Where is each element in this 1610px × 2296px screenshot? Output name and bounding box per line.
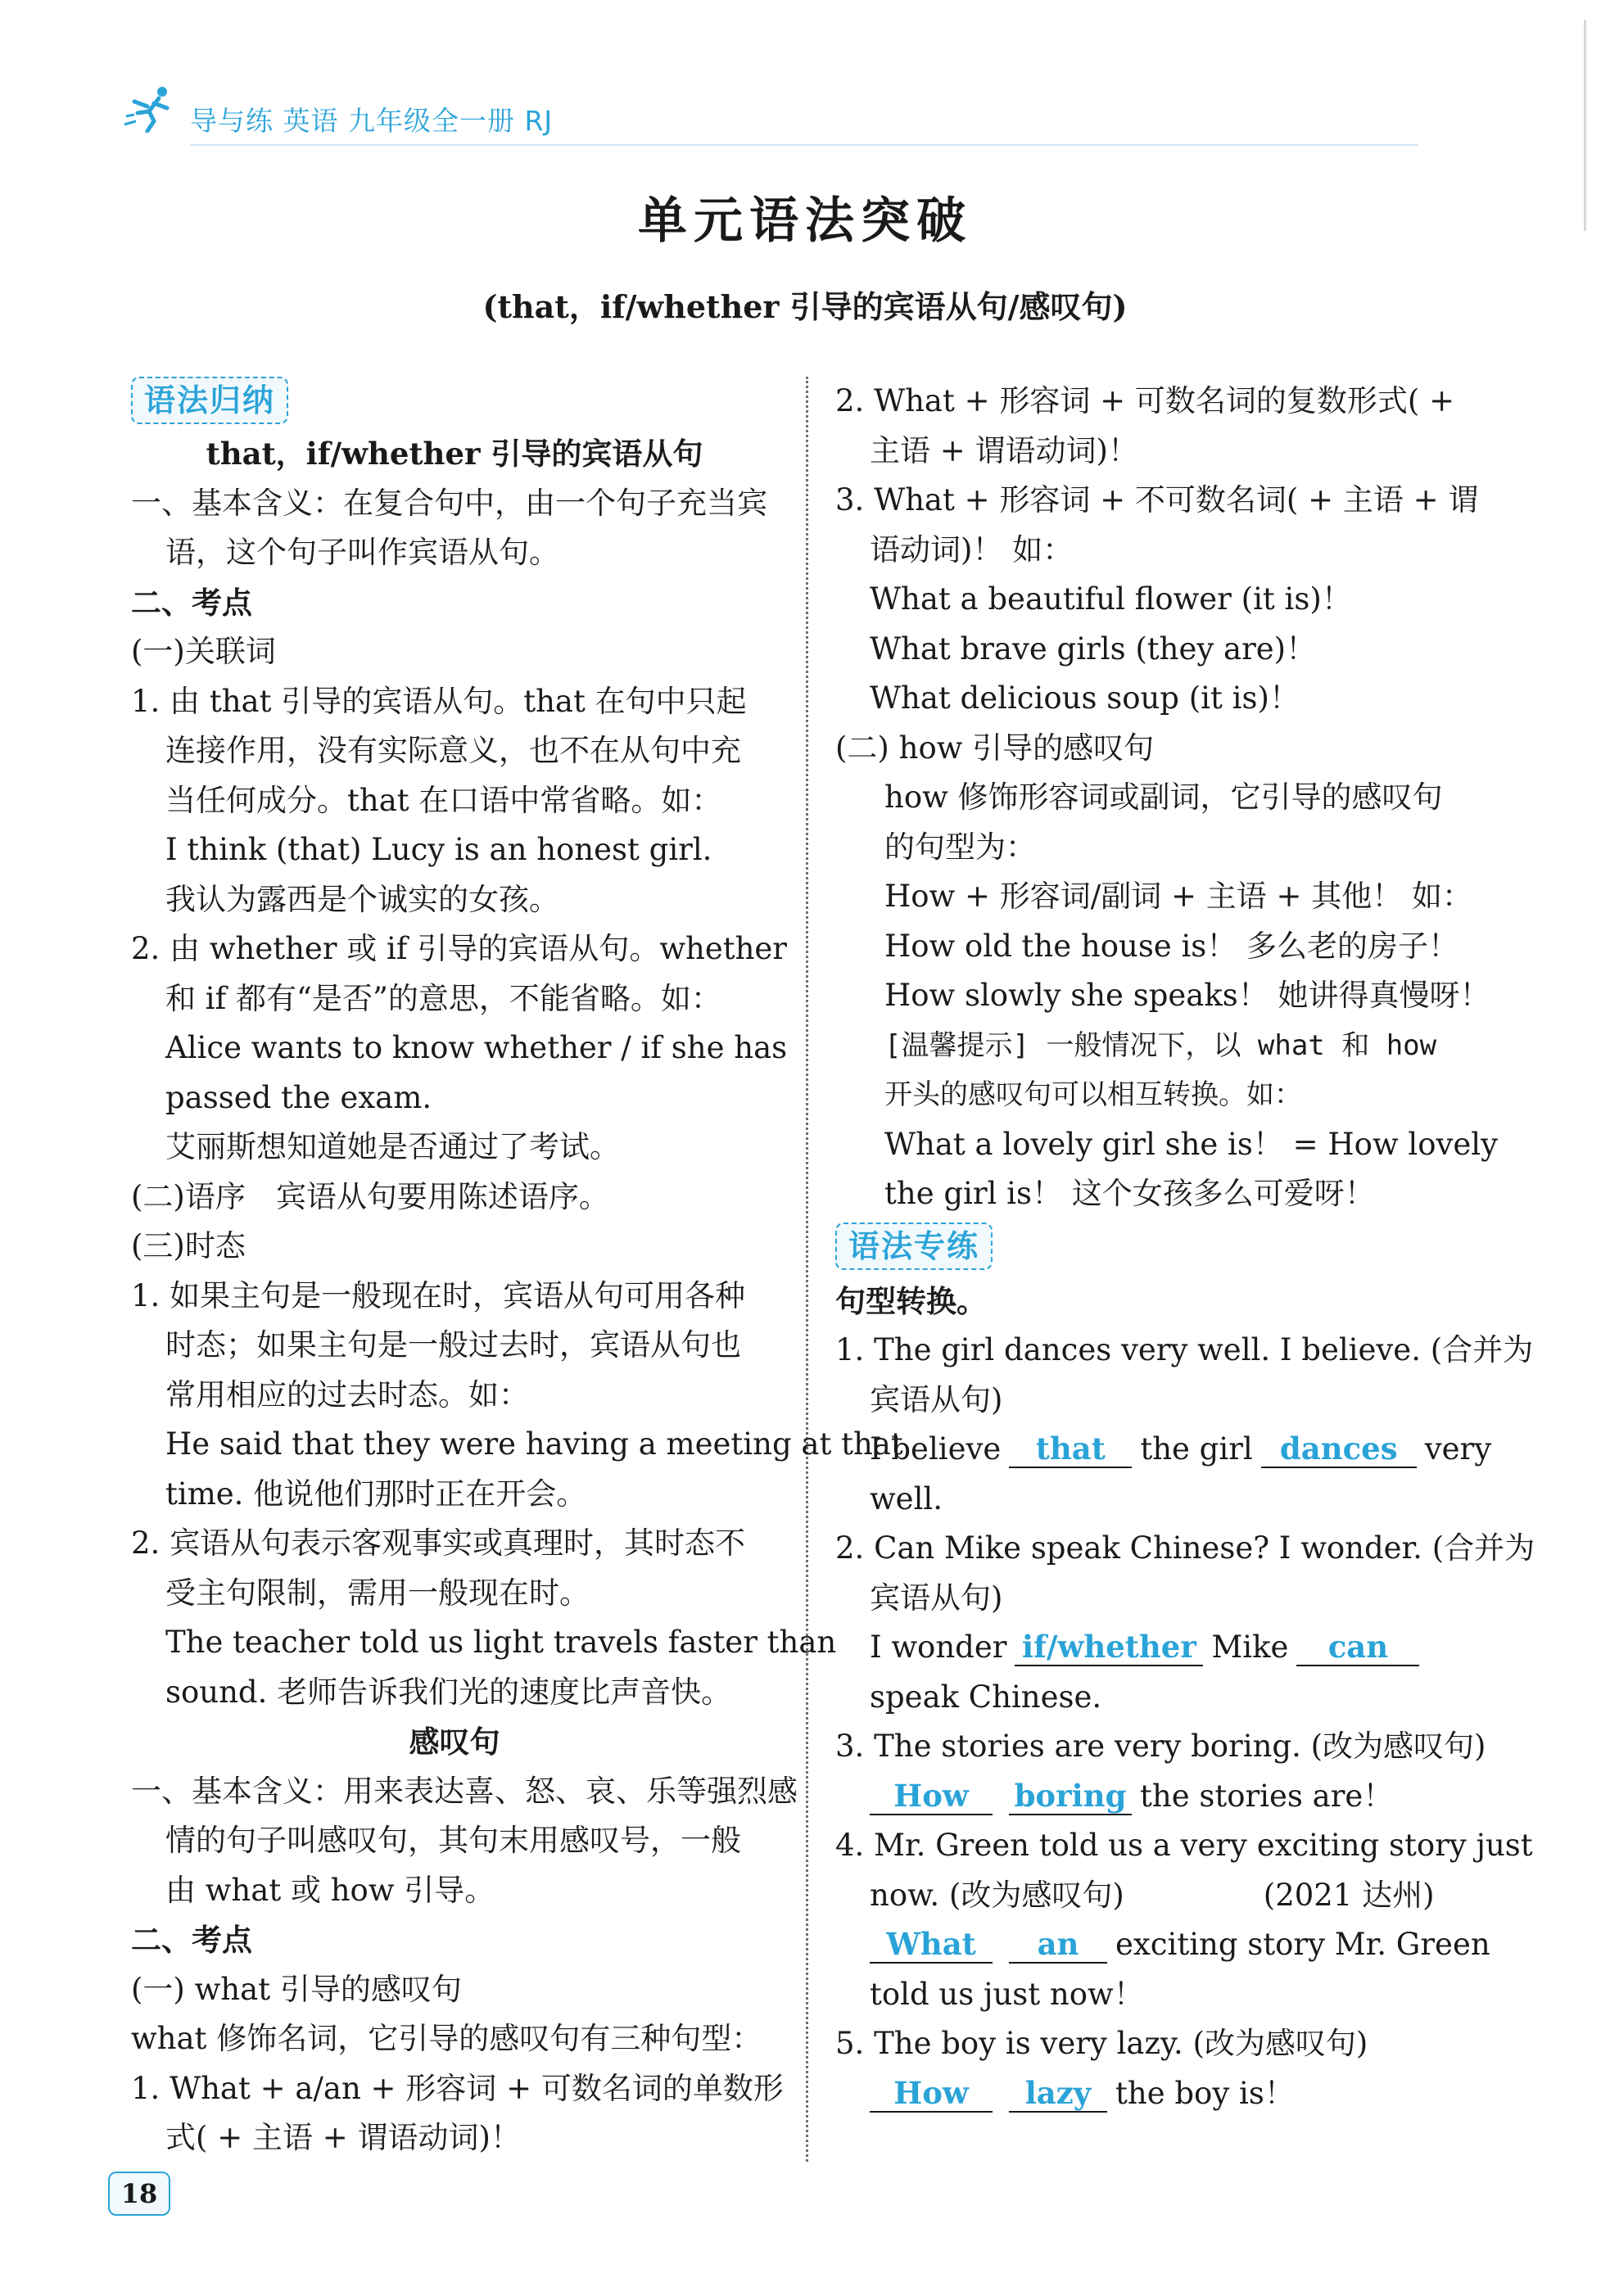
question-4-hint: now. (改为感叹句) (2021 达州) <box>870 1877 1435 1913</box>
answer-blank[interactable]: lazy <box>1009 2075 1107 2113</box>
example-line: sound. 老师告诉我们光的速度比声音快。 <box>165 1674 732 1710</box>
text-line: 由 what 或 how 引导。 <box>165 1872 495 1908</box>
answer-blank[interactable]: if/whether <box>1015 1629 1203 1666</box>
text-line: (一)关联词 <box>131 634 276 669</box>
example-line: How old the house is！ 多么老的房子！ <box>884 928 1459 964</box>
left-column <box>131 377 903 2163</box>
answer-blank[interactable]: boring <box>1009 1778 1132 1815</box>
example-line: What a beautiful flower (it is)！ <box>870 581 1352 617</box>
example-line: How slowly she speaks！ 她讲得真慢呀！ <box>884 978 1490 1013</box>
text-line: 2. 宾语从句表示客观事实或真理时，其时态不 <box>131 1525 746 1561</box>
question-2-answer-line: I wonder if/whether Mike can <box>835 1623 1490 1673</box>
example-line: What a lovely girl she is！ = How lovely <box>884 1126 1499 1162</box>
question-2-tail: speak Chinese. <box>870 1679 1102 1715</box>
answer-blank[interactable]: can <box>1296 1629 1419 1666</box>
text-line: How + 形容词/副词 + 主语 + 其他！ 如： <box>884 879 1473 914</box>
example-line: time. 他说他们那时正在开会。 <box>165 1476 587 1512</box>
question-2-hint: 宾语从句) <box>870 1580 1003 1616</box>
text-line: 时态；如果主句是一般过去时，宾语从句也 <box>165 1327 741 1363</box>
right-column <box>835 377 1535 2118</box>
text-line: 1. What + a/an + 形容词 + 可数名词的单数形 <box>131 2070 784 2106</box>
header-rule <box>190 144 1418 146</box>
header-title: 导与练 英语 九年级全一册 RJ <box>190 105 554 137</box>
section-heading: that，if/whether 引导的宾语从句 <box>206 436 703 472</box>
tip-line: [温馨提示] 一般情况下，以 what 和 how <box>884 1028 1437 1062</box>
page-subtitle: (that，if/whether 引导的宾语从句/感叹句) <box>482 288 1128 325</box>
question-4: 4. Mr. Green told us a very exciting story just <box>835 1828 1533 1863</box>
text-line: 语动词)！ 如： <box>870 531 1074 567</box>
question-5-answer-line: How lazy the boy is！ <box>835 2069 1490 2119</box>
question-1-hint: 宾语从句) <box>870 1381 1003 1417</box>
tip-line: 开头的感叹句可以相互转换。如： <box>884 1078 1302 1111</box>
section-heading: 感叹句 <box>409 1724 500 1760</box>
example-line: What brave girls (they are)！ <box>870 630 1317 667</box>
text-line: 连接作用，没有实际意义，也不在从句中充 <box>165 733 741 768</box>
question-3: 3. The stories are very boring. (改为感叹句) <box>835 1729 1486 1764</box>
question-1-answer-line: I believe that the girl dances very <box>870 1430 1492 1467</box>
text-line: (一) what 引导的感叹句 <box>131 1971 462 2007</box>
text-line: (二) how 引导的感叹句 <box>835 730 1155 766</box>
example-line: I think (that) Lucy is an honest girl. <box>165 832 712 867</box>
text-line: 二、考点 <box>131 584 252 621</box>
practice-heading: 句型转换。 <box>835 1282 987 1319</box>
text-line: 的句型为： <box>884 829 1036 865</box>
answer-blank[interactable]: dances <box>1261 1430 1417 1468</box>
text-line: 二、考点 <box>131 1922 252 1958</box>
text-line: 1. 如果主句是一般现在时，宾语从句可用各种 <box>131 1277 746 1313</box>
grammar-practice-tab: 语法专练 <box>835 1223 993 1270</box>
example-line: the girl is！ 这个女孩多么可爱呀！ <box>884 1176 1375 1211</box>
example-line: He said that they were having a meeting at that <box>165 1426 903 1462</box>
text-line: 受主句限制，需用一般现在时。 <box>165 1575 590 1611</box>
question-1: 1. The girl dances very well. I believe. (合并为 <box>835 1332 1534 1367</box>
answer-blank[interactable]: an <box>1009 1926 1107 1964</box>
answer-blank[interactable]: What <box>870 1926 993 1964</box>
example-line: passed the exam. <box>165 1079 432 1115</box>
text-line: 1. 由 that 引导的宾语从句。that 在句中只起 <box>131 683 747 719</box>
question-3-answer-line: How boring the stories are！ <box>835 1772 1490 1822</box>
example-line: The teacher told us light travels faster than <box>165 1625 837 1660</box>
question-4-answer-line: What an exciting story Mr. Green <box>835 1920 1490 1970</box>
question-1-tail: well. <box>870 1480 943 1516</box>
text-line: how 修饰形容词或副词，它引导的感叹句 <box>884 780 1443 815</box>
text-line: 情的句子叫感叹句，其句末用感叹号，一般 <box>165 1823 741 1858</box>
page-number: 18 <box>108 2172 170 2216</box>
text-line: (二)语序 宾语从句要用陈述语序。 <box>131 1178 609 1214</box>
question-5: 5. The boy is very lazy. (改为感叹句) <box>835 2026 1368 2061</box>
answer-blank[interactable]: How <box>870 2075 993 2113</box>
text-line: 3. What + 形容词 + 不可数名词( + 主语 + 谓 <box>835 482 1479 518</box>
text-line: 主语 + 谓语动词)！ <box>870 432 1138 468</box>
text-line: 语，这个句子叫作宾语从句。 <box>165 535 559 570</box>
example-line: 我认为露西是个诚实的女孩。 <box>165 881 559 917</box>
question-4-source: (2021 达州) <box>1263 1877 1435 1913</box>
text-line: 一、基本含义：用来表达喜、怒、哀、乐等强烈感 <box>131 1773 798 1809</box>
question-2: 2. Can Mike speak Chinese? I wonder. (合并为 <box>835 1530 1535 1566</box>
example-line: 艾丽斯想知道她是否通过了考试。 <box>165 1129 620 1164</box>
answer-blank[interactable]: that <box>1009 1430 1132 1468</box>
text-line: 2. 由 whether 或 if 引导的宾语从句。whether <box>131 931 787 966</box>
page-title: 单元语法突破 <box>638 192 972 250</box>
runner-icon <box>123 84 182 133</box>
example-line: Alice wants to know whether / if she has <box>165 1030 788 1065</box>
text-line: (三)时态 <box>131 1228 246 1263</box>
column-divider <box>806 377 808 2162</box>
text-line: 2. What + 形容词 + 可数名词的复数形式( + <box>835 383 1455 418</box>
text-line: 当任何成分。that 在口语中常省略。如： <box>165 782 722 818</box>
grammar-summary-tab: 语法归纳 <box>131 377 288 424</box>
text-line: 和 if 都有“是否”的意思，不能省略。如： <box>165 980 721 1016</box>
answer-blank[interactable]: How <box>870 1778 993 1815</box>
text-line: 常用相应的过去时态。如： <box>165 1376 529 1412</box>
question-4-tail: told us just now！ <box>870 1976 1144 2012</box>
text-line: 式( + 主语 + 谓语动词)！ <box>165 2120 521 2155</box>
text-line: what 修饰名词，它引导的感叹句有三种句型： <box>131 2021 762 2056</box>
example-line: What delicious soup (it is)！ <box>870 680 1300 716</box>
text-line: 一、基本含义：在复合句中，由一个句子充当宾 <box>131 485 767 521</box>
